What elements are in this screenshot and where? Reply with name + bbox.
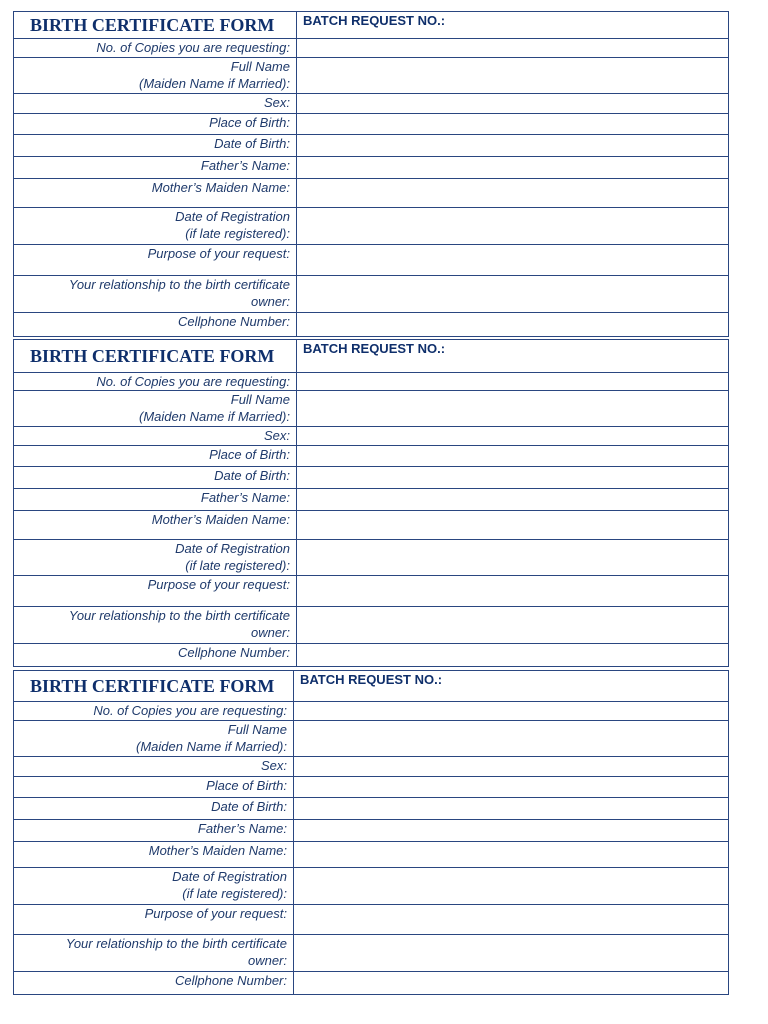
- label-full-name: Full Name (Maiden Name if Married):: [14, 721, 294, 757]
- relationship-field[interactable]: [297, 276, 729, 313]
- sex-field[interactable]: [297, 427, 729, 446]
- copies-field[interactable]: [297, 39, 729, 58]
- label-copies: No. of Copies you are requesting:: [14, 39, 297, 58]
- place-of-birth-field[interactable]: [297, 446, 729, 467]
- relationship-field[interactable]: [294, 935, 729, 972]
- birth-certificate-form-1: [13, 11, 729, 337]
- label-cellphone: Cellphone Number:: [14, 644, 297, 667]
- form-title: BIRTH CERTIFICATE FORM: [14, 671, 294, 702]
- label-fathers-name: Father’s Name:: [14, 820, 294, 842]
- place-of-birth-field[interactable]: [294, 777, 729, 798]
- label-place-of-birth: Place of Birth:: [14, 777, 294, 798]
- label-mothers-maiden-name: Mother’s Maiden Name:: [14, 179, 297, 208]
- date-of-birth-field[interactable]: [297, 135, 729, 157]
- label-date-of-birth: Date of Birth:: [14, 798, 294, 820]
- birth-certificate-form-3: [13, 670, 729, 995]
- form-title: BIRTH CERTIFICATE FORM: [14, 12, 297, 39]
- full-name-field[interactable]: [294, 721, 729, 757]
- label-place-of-birth: Place of Birth:: [14, 114, 297, 135]
- label-date-of-registration: Date of Registration (if late registered):: [14, 868, 294, 905]
- batch-request-label: BATCH REQUEST NO.:: [297, 12, 729, 39]
- label-fathers-name: Father’s Name:: [14, 489, 297, 511]
- label-date-of-birth: Date of Birth:: [14, 467, 297, 489]
- label-date-of-registration: Date of Registration (if late registered):: [14, 540, 297, 576]
- purpose-field[interactable]: [294, 905, 729, 935]
- fathers-name-field[interactable]: [297, 157, 729, 179]
- mothers-maiden-name-field[interactable]: [297, 179, 729, 208]
- label-full-name: Full Name (Maiden Name if Married):: [14, 58, 297, 94]
- label-relationship: Your relationship to the birth certificate owner:: [14, 935, 294, 972]
- label-copies: No. of Copies you are requesting:: [14, 373, 297, 391]
- form-title: BIRTH CERTIFICATE FORM: [14, 340, 297, 373]
- label-copies: No. of Copies you are requesting:: [14, 702, 294, 721]
- full-name-field[interactable]: [297, 391, 729, 427]
- label-place-of-birth: Place of Birth:: [14, 446, 297, 467]
- purpose-field[interactable]: [297, 576, 729, 607]
- date-of-registration-field[interactable]: [294, 868, 729, 905]
- date-of-registration-field[interactable]: [297, 208, 729, 245]
- fathers-name-field[interactable]: [297, 489, 729, 511]
- date-of-birth-field[interactable]: [294, 798, 729, 820]
- date-of-registration-field[interactable]: [297, 540, 729, 576]
- batch-request-label: BATCH REQUEST NO.:: [297, 340, 729, 373]
- label-mothers-maiden-name: Mother’s Maiden Name:: [14, 511, 297, 540]
- label-purpose: Purpose of your request:: [14, 245, 297, 276]
- date-of-birth-field[interactable]: [297, 467, 729, 489]
- label-date-of-registration: Date of Registration (if late registered):: [14, 208, 297, 245]
- label-cellphone: Cellphone Number:: [14, 313, 297, 337]
- label-cellphone: Cellphone Number:: [14, 972, 294, 995]
- copies-field[interactable]: [297, 373, 729, 391]
- label-mothers-maiden-name: Mother’s Maiden Name:: [14, 842, 294, 868]
- cellphone-field[interactable]: [297, 644, 729, 667]
- batch-request-label: BATCH REQUEST NO.:: [294, 671, 729, 702]
- label-relationship: Your relationship to the birth certificate owner:: [14, 276, 297, 313]
- label-full-name: Full Name (Maiden Name if Married):: [14, 391, 297, 427]
- purpose-field[interactable]: [297, 245, 729, 276]
- birth-certificate-form-2: [13, 339, 729, 667]
- label-sex: Sex:: [14, 94, 297, 114]
- label-date-of-birth: Date of Birth:: [14, 135, 297, 157]
- cellphone-field[interactable]: [297, 313, 729, 337]
- full-name-field[interactable]: [297, 58, 729, 94]
- copies-field[interactable]: [294, 702, 729, 721]
- label-sex: Sex:: [14, 427, 297, 446]
- sex-field[interactable]: [294, 757, 729, 777]
- sex-field[interactable]: [297, 94, 729, 114]
- label-purpose: Purpose of your request:: [14, 905, 294, 935]
- label-relationship: Your relationship to the birth certificate owner:: [14, 607, 297, 644]
- cellphone-field[interactable]: [294, 972, 729, 995]
- fathers-name-field[interactable]: [294, 820, 729, 842]
- label-purpose: Purpose of your request:: [14, 576, 297, 607]
- place-of-birth-field[interactable]: [297, 114, 729, 135]
- label-sex: Sex:: [14, 757, 294, 777]
- mothers-maiden-name-field[interactable]: [294, 842, 729, 868]
- relationship-field[interactable]: [297, 607, 729, 644]
- mothers-maiden-name-field[interactable]: [297, 511, 729, 540]
- label-fathers-name: Father’s Name:: [14, 157, 297, 179]
